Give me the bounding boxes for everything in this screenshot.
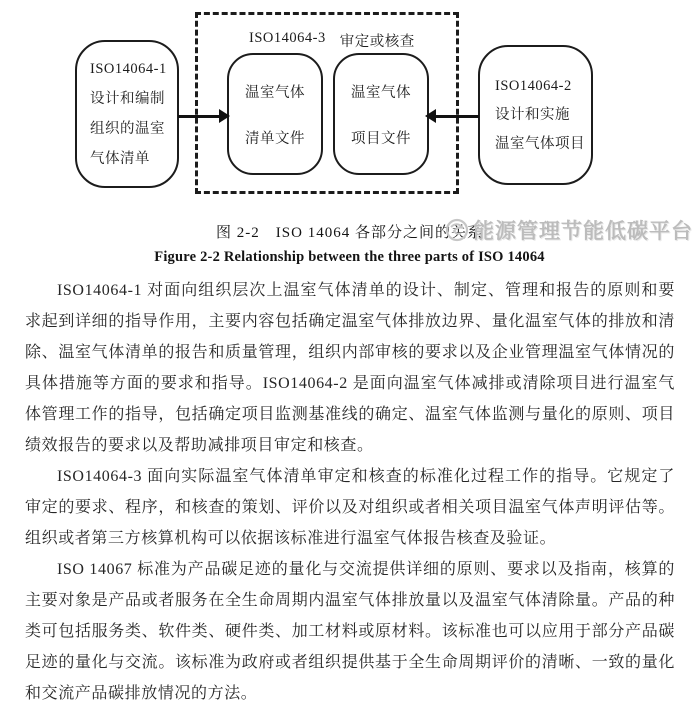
figure-caption-zh: 图 2-2 ISO 14064 各部分之间的关系 [216, 225, 483, 241]
iso14064-relationship-diagram [0, 0, 699, 212]
paragraph-iso14064-1-2: ISO14064-1 对面向组织层次上温室气体清单的设计、制定、管理和报告的原则和要求起到详细的指导作用，主要内容包括确定温室气体排放边界、量化温室气体的排放和清除、温室气体清单的报告和质量管理，组织内部审核的要求以及企业管理温室气体情况的具体措施等方面的要求和指导。ISO14064-2 是面向温室气体减排或清除项目进行温室气体管理工作的指导，包括确定项目监测基准线的确定、温室气体监测与量化的原则、项目绩效报告的要求以及帮助减排项目审定和核查。 [25, 282, 675, 454]
arrow-right-to-center-line [436, 115, 479, 118]
watermark [444, 215, 693, 245]
figure-caption-en: Figure 2-2 Relationship between the three parts of ISO 14064 [154, 249, 545, 265]
body-text [25, 275, 675, 709]
iso14064-1-box [75, 40, 179, 188]
arrow-right-head-icon [219, 109, 230, 123]
ghg-project-file-box [333, 53, 429, 175]
verify-or-check-label: 审定或核查 [339, 34, 415, 50]
box-text-line: 温室气体 [351, 84, 411, 101]
box-text-line: 设计和实施 [495, 106, 570, 123]
watermark-text: 能源管理节能低碳平台 [473, 219, 693, 243]
arrow-left-to-center-line [178, 115, 220, 118]
paragraph-iso14067: ISO 14067 标准为产品碳足迹的量化与交流提供详细的原则、要求以及指南，核算的主要对象是产品或者服务在全生命周期内温室气体排放量以及温室气体清除量。产品的种类可包括服务类、软件类、硬件类、加工材料或原材料。该标准也可以应用于部分产品碳足迹的量化与交流。该标准为政府或者组织提供基于全生命周期评价的清晰、一致的量化和交流产品碳排放情况的方法。 [25, 561, 675, 702]
box-text-line: ISO14064-1 [90, 61, 167, 77]
iso14064-3-label: ISO14064-3 [249, 30, 326, 46]
box-text-line: 气体清单 [90, 151, 150, 167]
box-text-line: 项目文件 [351, 130, 411, 147]
box-text-line: 温室气体 [245, 84, 305, 101]
swirl-logo-icon [444, 217, 470, 243]
box-text-line: 设计和编制 [90, 91, 165, 107]
box-text-line: ISO14064-2 [495, 77, 572, 94]
dashed-box-labels [249, 30, 415, 51]
ghg-inventory-file-box [227, 53, 323, 175]
box-text-line: 清单文件 [245, 130, 305, 147]
box-text-line: 温室气体项目 [495, 135, 585, 152]
paragraph-iso14064-3: ISO14064-3 面向实际温室气体清单审定和核查的标准化过程工作的指导。它规定了审定的要求、程序，和核查的策划、评价以及对组织或者相关项目温室气体声明评估等。组织或者第三方核算机构可以依据该标准进行温室气体报告核查及验证。 [25, 468, 675, 547]
box-text-line: 组织的温室 [90, 121, 165, 137]
iso14064-2-box [478, 45, 593, 185]
arrow-left-head-icon [425, 109, 436, 123]
